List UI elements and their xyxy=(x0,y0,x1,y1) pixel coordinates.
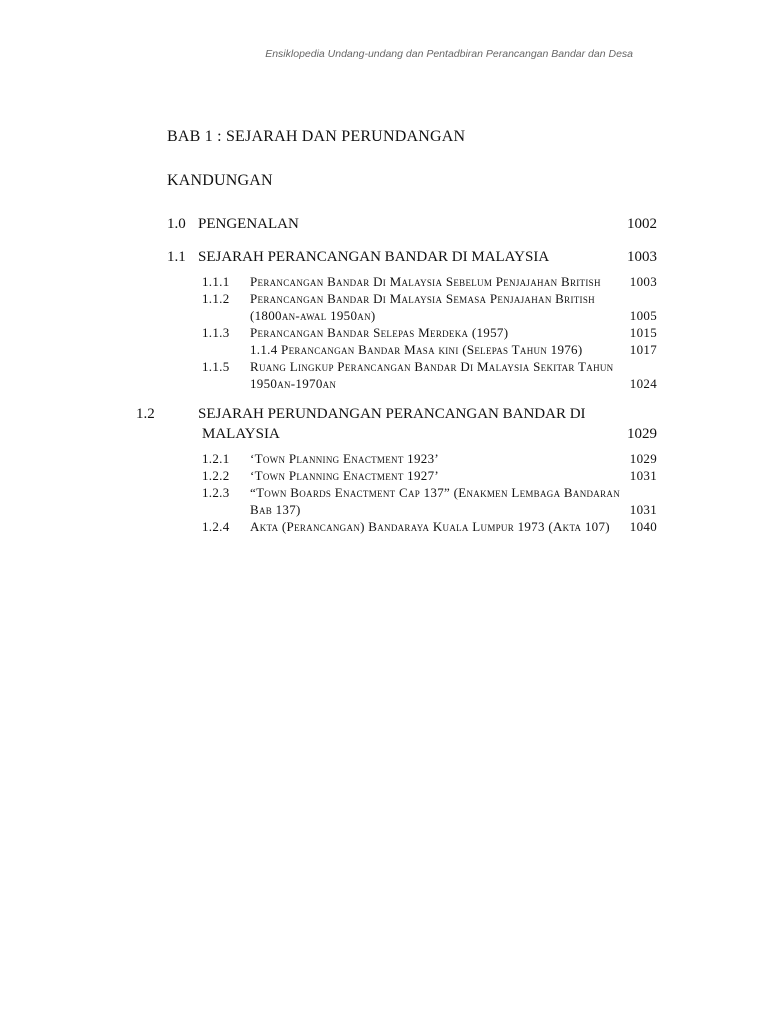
toc-subsection-title: Perancangan Bandar Di Malaysia Semasa Penjajahan British (1800an-awal 1950an) xyxy=(250,291,595,323)
toc-subsection-1-1-2[interactable] xyxy=(202,290,657,324)
toc-subsection-title: “Town Boards Enactment Cap 137” (Enakmen Lembaga Bandaran Bab 137) xyxy=(250,485,620,517)
toc-subsection-1-1-3[interactable] xyxy=(202,324,657,341)
toc-subsection-title: Akta (Perancangan) Bandaraya Kuala Lumpur 1973 (Akta 107) xyxy=(250,519,610,534)
toc-page-number: 1003 xyxy=(627,249,657,265)
toc-subsection-title: ‘Town Planning Enactment 1923’ xyxy=(250,451,440,466)
toc-page-number: 1029 xyxy=(629,451,657,466)
toc-subsection-1-2-2[interactable] xyxy=(202,467,657,484)
toc-section-title: SEJARAH PERANCANGAN BANDAR DI MALAYSIA xyxy=(198,249,550,265)
toc-subsection-number: 1.2.4 xyxy=(202,519,230,534)
toc-subsections-1-2 xyxy=(167,450,657,535)
table-of-contents xyxy=(136,214,657,547)
toc-section-number: 1.1 xyxy=(167,249,186,265)
toc-subsection-number: 1.1.1 xyxy=(202,274,230,289)
toc-subsection-1-1-5[interactable] xyxy=(202,358,657,392)
toc-subsection-title: Perancangan Bandar Di Malaysia Sebelum Penjajahan British xyxy=(250,274,601,289)
toc-page-number: 1017 xyxy=(629,342,657,357)
toc-section-title-wrap xyxy=(136,404,618,444)
toc-section-1-2[interactable] xyxy=(136,404,657,444)
running-header: Ensiklopedia Undang-undang dan Pentadbiran Perancangan Bandar dan Desa xyxy=(265,48,633,60)
toc-page-number: 1029 xyxy=(627,426,657,442)
toc-subsection-1-2-1[interactable] xyxy=(202,450,657,467)
contents-heading: KANDUNGAN xyxy=(167,172,273,189)
toc-subsection-number: 1.1.5 xyxy=(202,359,230,374)
toc-page-number: 1031 xyxy=(629,502,657,517)
toc-page-number: 1003 xyxy=(629,274,657,289)
chapter-title: BAB 1 : SEJARAH DAN PERUNDANGAN xyxy=(167,128,466,145)
toc-section-1-0[interactable] xyxy=(167,214,657,234)
toc-section-title: PENGENALAN xyxy=(198,216,299,232)
toc-page-number: 1005 xyxy=(629,308,657,323)
toc-section-title-continued: MALAYSIA xyxy=(202,426,280,442)
toc-page-number: 1031 xyxy=(629,468,657,483)
toc-subsection-1-1-1[interactable] xyxy=(202,273,657,290)
toc-section-title: SEJARAH PERUNDANGAN PERANCANGAN BANDAR DI xyxy=(198,406,586,422)
toc-subsection-title: Perancangan Bandar Selepas Merdeka (1957) xyxy=(250,325,509,340)
toc-section-1-1[interactable] xyxy=(167,247,657,267)
toc-subsection-number: 1.2.1 xyxy=(202,451,230,466)
toc-subsection-1-2-4[interactable] xyxy=(202,518,657,535)
toc-page-number: 1015 xyxy=(629,325,657,340)
toc-page-number: 1024 xyxy=(629,376,657,391)
toc-subsection-title: 1.1.4 Perancangan Bandar Masa kini (Selepas Tahun 1976) xyxy=(250,342,583,357)
toc-section-number: 1.2 xyxy=(136,406,155,422)
toc-subsection-number: 1.2.3 xyxy=(202,485,230,500)
toc-page-number: 1002 xyxy=(627,216,657,232)
toc-page-number: 1040 xyxy=(629,519,657,534)
toc-subsection-1-2-3[interactable] xyxy=(202,484,657,518)
toc-subsection-number: 1.1.2 xyxy=(202,291,230,306)
toc-section-number: 1.0 xyxy=(167,216,186,232)
toc-subsection-number: 1.1.3 xyxy=(202,325,230,340)
toc-subsection-1-1-4[interactable] xyxy=(202,341,657,358)
toc-subsection-title: Ruang Lingkup Perancangan Bandar Di Malaysia Sekitar Tahun 1950an-1970an xyxy=(250,359,614,391)
toc-subsection-title: ‘Town Planning Enactment 1927’ xyxy=(250,468,440,483)
toc-subsection-number: 1.2.2 xyxy=(202,468,230,483)
toc-subsections-1-1 xyxy=(167,273,657,392)
